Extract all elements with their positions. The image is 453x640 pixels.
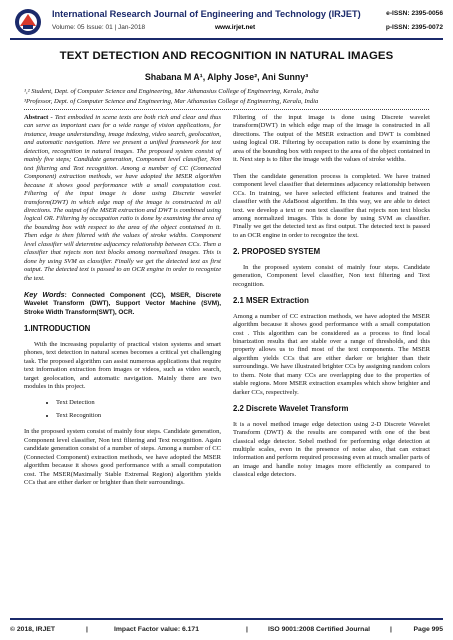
- keywords-label: Key Words: [24, 290, 65, 300]
- footer-page-number: Page 995: [413, 626, 443, 633]
- mser-heading: 2.1 MSER Extraction: [233, 296, 309, 306]
- list-item: • Text Detection: [56, 399, 221, 407]
- dwt-heading: 2.2 Discrete Wavelet Transform: [233, 404, 349, 414]
- footer-copyright: © 2018, IRJET: [10, 626, 56, 633]
- header-rule: [10, 38, 443, 40]
- p-issn: p-ISSN: 2395-0072: [385, 24, 443, 31]
- intro-heading: 1.INTRODUCTION: [24, 324, 91, 334]
- module-list: [24, 399, 221, 420]
- right-paragraph-1: Filtering of the input image is done using Discrete wavelet transform(DWT) in which edge map of the image is constructed in all directions. The output of the MSER extraction and DWT is combined using logical OR. Filtering by occupation ratio is done by examining the area of the bounding box with respect to the area of the object contained in it. Next step is to filter the image with the values of stroke widths.: [233, 114, 430, 164]
- section-divider: [24, 109, 429, 110]
- keywords: [24, 291, 221, 317]
- paper-authors: Shabana M A¹, Alphy Jose², Ani Sunny³: [144, 72, 309, 82]
- journal-website[interactable]: www.irjet.net: [215, 24, 256, 31]
- left-column: [24, 114, 221, 496]
- keywords-text: : Connected Component (CC), MSER, Discrete Wavelet Transform (DWT), Support Vector Machine (SVM), Stroke Width Transform(SWT), OCR.: [24, 292, 221, 316]
- journal-header: [10, 6, 443, 40]
- dwt-paragraph: It is a novel method image edge detection using 2-D Discrete Wavelet Transform (DWT) & the results are compared with one of the best classical edge detector. Sobel method for performing edge detection at multiple scales, even in the presence of noise also, that can extract information and perform required processing even at much smaller parts of an image and handle noisy images more efficiently as compared to classical edge detectors.: [233, 420, 430, 479]
- footer-separator: |: [86, 626, 88, 633]
- affiliation-professor: ³Professor, Dept. of Computer Science and Engineering, Mar Athanasius College of Engineering, Kerala, India: [24, 98, 319, 105]
- footer-iso: ISO 9001:2008 Certified Journal: [268, 626, 370, 633]
- abstract-text: Text embodied in scene texts are both rich and clear and thus can serve as important cues for a wide range of vision applications, for instance, image understanding, image indexing, video search, geolocation, and automatic navigation. Here we present a unified framework for text detection, recognition in natural images. The proposed system consist of mainly five steps; Candidate generation, Component level classifier, Non text filtering and Text recognition. Among a number of CC (Connected Component) extraction methods, we have adopted the MSER algorithm because it shows good performance with a small computation cost. Filtering of the input image is done using Discrete wavelet transform(DWT) in which edge map of the image is constructed in all directions. The output of the MSER extraction and DWT is combined using logical OR. Filtering by occupation ratio is done by examining the area of the bounding box with respect to the area of the object contained in it. Then edge is then filtered with the values of stroke widths. Component level classifier will determine adjacency relationship between CCs. Then a classifier that rejects non text blocks among normalized images. This is done by using SVM as classifier. Finally we get the detected text as first output. The detected text is passed to an OCR engine in order to recognize the text.: [24, 114, 221, 282]
- affiliation-students: ¹,² Student, Dept. of Computer Science and Engineering, Mar Athanasius College of Engineering, Kerala, India: [24, 88, 319, 95]
- journal-name: International Research Journal of Engineering and Technology (IRJET): [52, 9, 361, 19]
- footer-separator: |: [246, 626, 248, 633]
- proposed-system-paragraph: In the proposed system consist of mainly four steps. Candidate generation, Component level classifier, Non text filtering and Text recognition.: [233, 263, 430, 288]
- intro-paragraph-1: With the increasing popularity of practical vision systems and smart phones, text detection in natural scenes becomes a critical yet challenging task. The proposed algorithm can assist numerous applications that require text information extraction from images or videos, such as video search, target geolocation, and automatic navigation. Mainly there are two modules in this project.: [24, 340, 221, 390]
- footer-impact-factor: Impact Factor value: 6.171: [114, 626, 199, 633]
- e-issn: e-ISSN: 2395-0056: [386, 10, 443, 17]
- mser-paragraph: Among a number of CC extraction methods, we have adopted the MSER algorithm because it shows good performance with a small computation cost . This algorithm can be considered as a process to find local binarization results that are stable over a range of thresholds, and this property allows us to find most of the text components. The MSER algorithm yields CCs that are either darker or brighter than their surroundings. We have illustrated brighter CCs by assigning random colors to them. Note that many CCs are overlapping due to the properties of stable regions. More MSER extraction examples which show brighter and darker CCs, respectively.: [233, 312, 430, 396]
- irjet-logo: [14, 8, 42, 36]
- volume-issue: Volume: 05 Issue: 01 | Jan-2018: [52, 24, 146, 31]
- abstract-label: Abstract -: [24, 114, 53, 121]
- list-item: • Text Recognition: [56, 412, 221, 420]
- abstract: [24, 114, 221, 283]
- paper-title: TEXT DETECTION AND RECOGNITION IN NATURAL IMAGES: [59, 50, 394, 62]
- proposed-system-heading: 2. PROPOSED SYSTEM: [233, 247, 321, 257]
- right-column: [233, 114, 430, 488]
- intro-paragraph-2: In the proposed system consist of mainly four steps. Candidate generation, Component level classifier, Non text filtering and Text recognition. Again candidate generation consist of a number of steps. Among a number of CC (Connected Component) extraction methods, we have adopted the MSER algorithm because it shows good performance with a small computation cost. The MSER(Maximally Stable Extremal Region) algorithm yields CCs that are either darker or brighter than their surroundings.: [24, 428, 221, 487]
- footer-separator: |: [390, 626, 392, 633]
- page-footer: [10, 618, 443, 640]
- right-paragraph-2: Then the candidate generation process is completed. We have trained component level classifier that determines adjacency relationship between CCs. In training, we have selected efficient features and trained the classifier with the AdaBoost algorithm. In this way, we are able to detect text. we develop a text or non text classifier that rejects non text blocks among normalized images. This is done by using SVM as classifier. Finally we get the detected text as first output. The detected text is passed to an OCR engine in order to recognize the text.: [233, 172, 430, 239]
